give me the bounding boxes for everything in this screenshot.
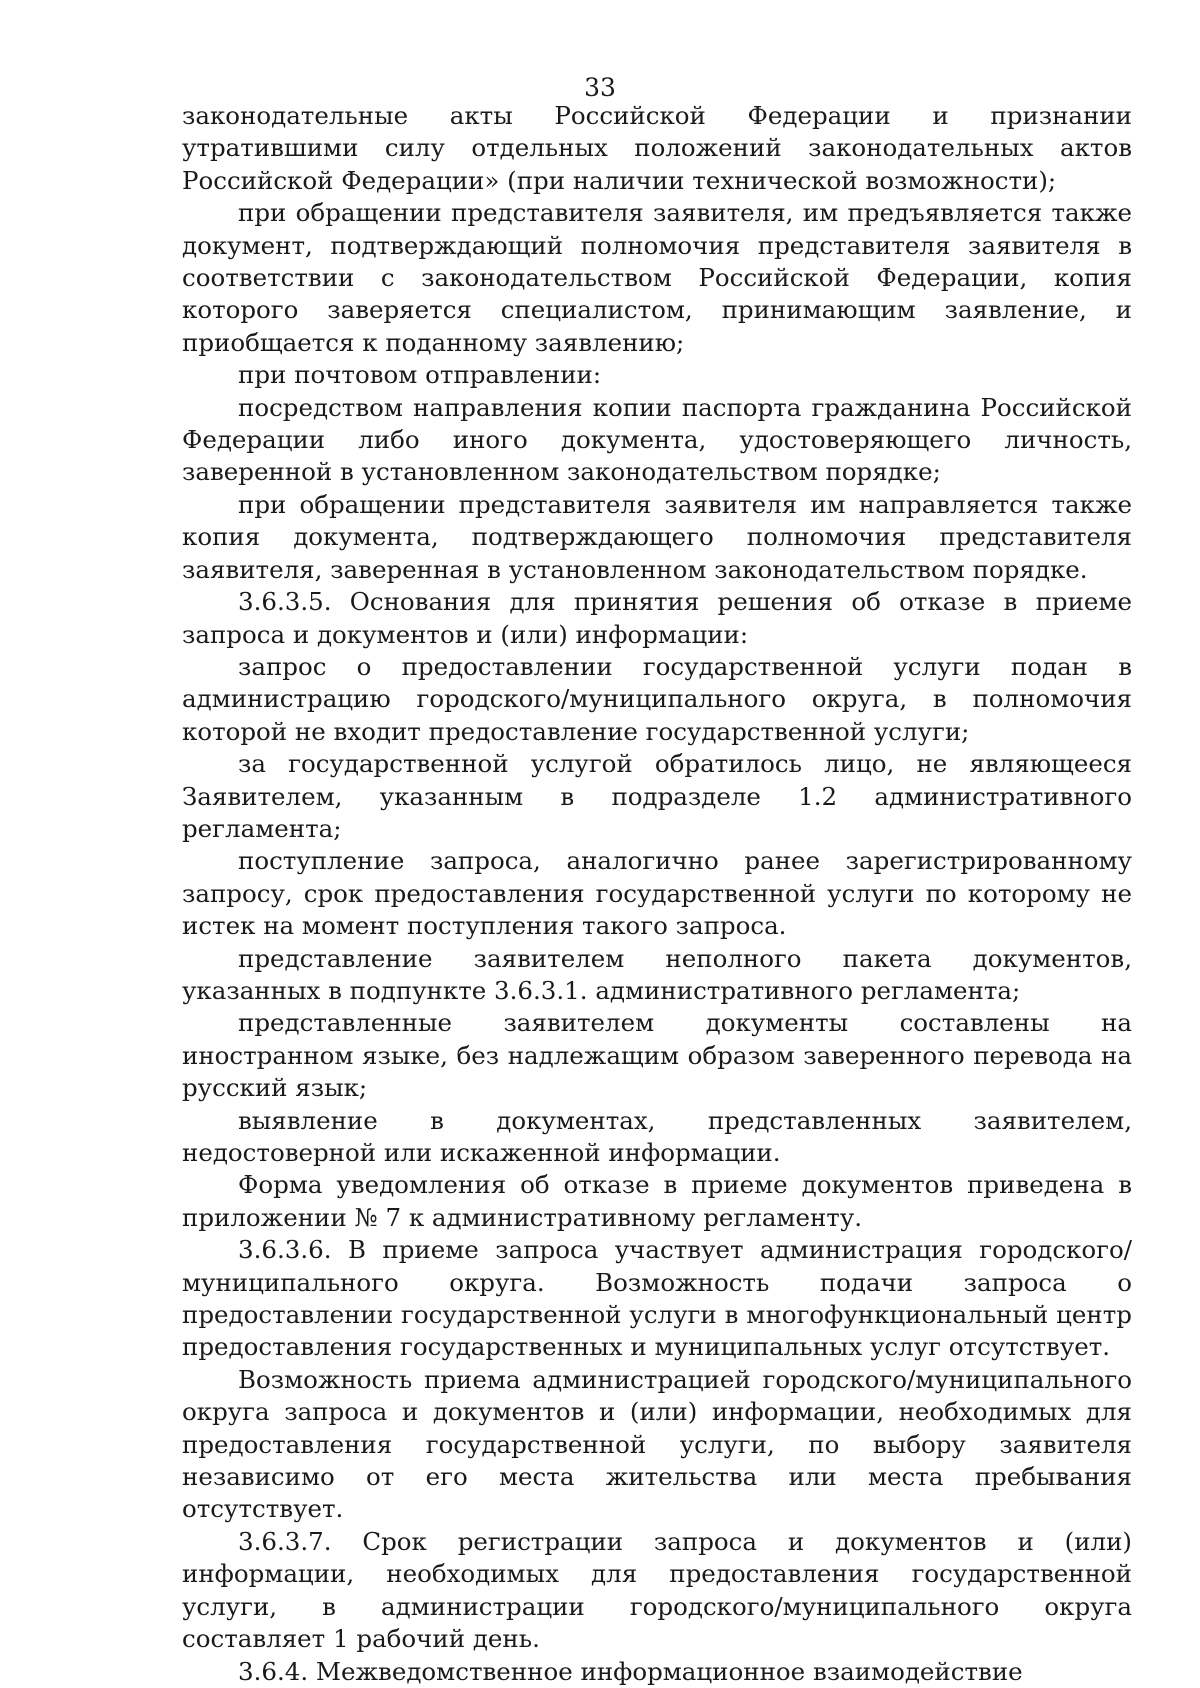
paragraph: выявление в документах, представленных заявителем, недостоверной или искаженной информации. xyxy=(182,1105,1132,1167)
paragraph: посредством направления копии паспорта гражданина Российской Федерации либо иного документа, удостоверяющего личность, заверенной в установленном законодательством порядке; xyxy=(182,392,1132,487)
section-heading: 3.6.3.6. В приеме запроса участвует администрация городского/муниципального округа. Возможность подачи запроса о предоставлении государственной услуги в многофункциональный центр предоставления государственных и муниципальных услуг отсутствует. xyxy=(182,1235,1132,1362)
paragraph: Возможность приема администрацией городского/муниципального округа запроса и документов и (или) информации, необходимых для предоставления государственной услуги, по выбору заявителя независимо от его места жительства или места пребывания отсутствует. xyxy=(182,1364,1132,1524)
section-heading: 3.6.4. Межведомственное информационное взаимодействие xyxy=(238,1656,1023,1686)
page-number: 33 xyxy=(584,73,616,102)
paragraph: за государственной услугой обратилось лицо, не являющееся Заявителем, указанным в подразделе 1.2 административного регламента; xyxy=(182,749,1132,843)
paragraph: Форма уведомления об отказе в приеме документов приведена в приложении № 7 к административному регламенту. xyxy=(182,1170,1132,1232)
paragraph: поступление запроса, аналогично ранее зарегистрированному запросу, срок предоставления государственной услуги по которому не истек на момент поступления такого запроса. xyxy=(182,846,1132,941)
paragraph: при обращении представителя заявителя им направляется также копия документа, подтверждающего полномочия представителя заявителя, заверенная в установленном законодательством порядке. xyxy=(182,489,1132,584)
paragraph: при обращении представителя заявителя, им предъявляется также документ, подтверждающий полномочия представителя заявителя в соответствии с законодательством Российской Федерации, копия которого заверяется специалистом, принимающим заявление, и приобщается к поданному заявлению; xyxy=(182,198,1132,357)
paragraph: законодательные акты Российской Федерации и признании утратившими силу отдельных положений законодательных актов Российской Федерации» (при наличии технической возможности); xyxy=(182,101,1132,195)
section-heading: 3.6.3.5. Основания для принятия решения об отказе в приеме запроса и документов и (или) информации: xyxy=(182,587,1132,649)
paragraph: представленные заявителем документы составлены на иностранном языке, без надлежащим образом заверенного перевода на русский язык; xyxy=(182,1008,1132,1103)
paragraph: при почтовом отправлении: xyxy=(238,360,602,390)
paragraph: запрос о предоставлении государственной услуги подан в администрацию городского/муниципального округа, в полномочия которой не входит предоставление государственной услуги; xyxy=(182,651,1132,746)
document-body xyxy=(182,100,1132,1688)
section-heading: 3.6.3.7. Срок регистрации запроса и документов и (или) информации, необходимых для предоставления государственной услуги, в администрации городского/муниципального округа составляет 1 рабочий день. xyxy=(182,1526,1132,1654)
paragraph: представление заявителем неполного пакета документов, указанных в подпункте 3.6.3.1. административного регламента; xyxy=(182,943,1132,1005)
